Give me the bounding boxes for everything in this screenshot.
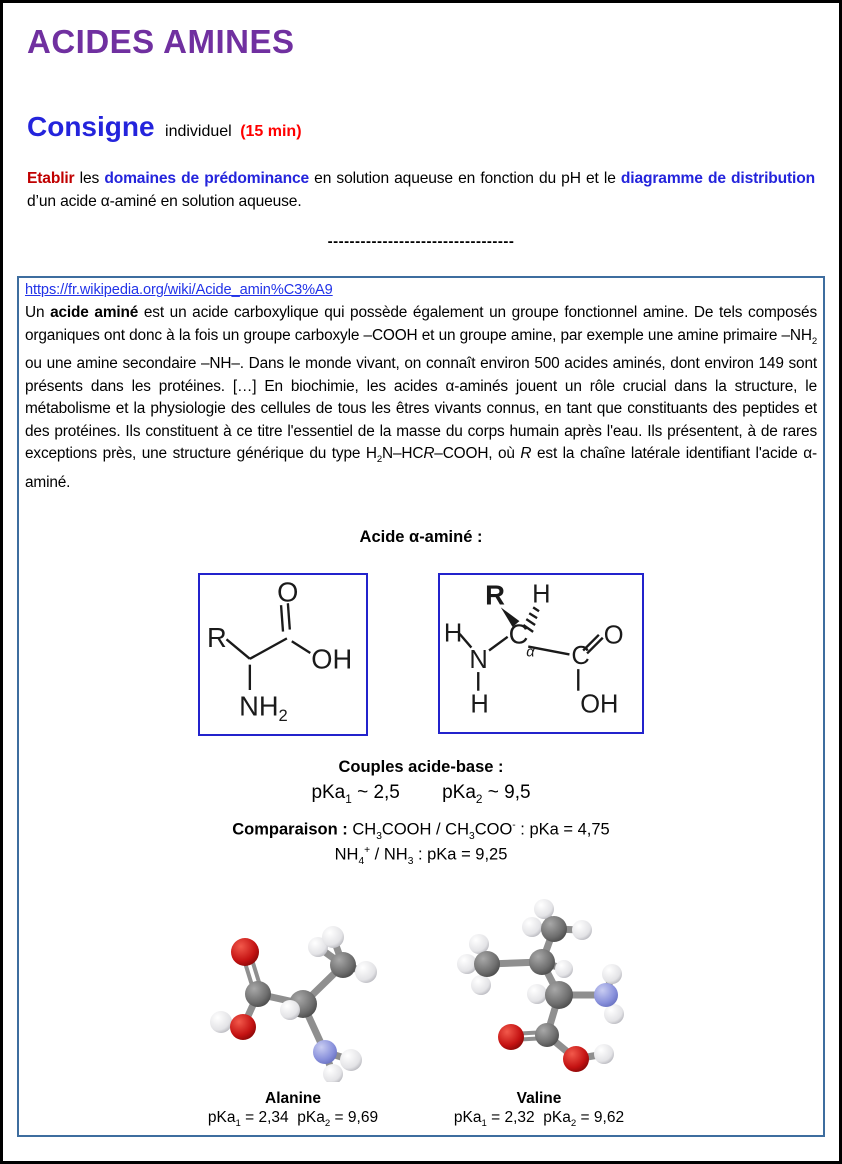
couples-heading: Couples acide-base :: [338, 758, 504, 777]
valine-card: [429, 897, 649, 1129]
structure-diagrams-row: [25, 573, 817, 736]
structure-heading: Acide α-aminé :: [359, 528, 483, 547]
molecule-name: Valine: [516, 1089, 562, 1107]
hydrogen-bottom-label: H: [470, 690, 489, 719]
molecule-pka-values: pKa$_1$ = 2,32 pKa$_2$ = 9,62: [453, 1108, 625, 1129]
comparison-line-2: $NH_4^+ / NH_3$ : pKa = 9,25: [334, 844, 508, 867]
r-group-label: R: [206, 622, 227, 654]
consigne-heading: Consigne: [27, 111, 155, 142]
r-group-label: R: [485, 579, 505, 611]
molecule-pka-values: pKa$_1$ = 2,34 pKa$_2$ = 9,69: [207, 1108, 379, 1129]
alpha-amino-acid-explicit-diagram: [440, 575, 642, 727]
hydroxyl-label: OH: [580, 690, 619, 719]
wikipedia-paragraph: Un acide aminé est un acide carboxylique qui possède également un groupe fonctionnel amine. De tels composés organiques ont donc à la fois un groupe carboxyle –COOH et un groupe amine, par exemple une amine primaire $-NH_2$ ou une amine secondaire –NH–. Dans le monde vivant, on connaît environ 500 acides aminés, dont environ 149 sont présents dans les protéines. […] En biochimie, les acides α-aminés jouent un rôle crucial dans la structure, le métabolisme et la physiologie des cellules de tous les êtres vivants connus, en tant que constituants des peptides et des protéines. Ils constituent à ce titre l'essentiel de la masse du corps humain après l'eau. Ils présentent, à de rares exceptions près, une structure générique du type $H_2N-HCR$–COOH, où R est la chaîne latérale identifiant l'acide α-aminé.: [25, 304, 817, 491]
alpha-carbon-label: C: [508, 618, 529, 650]
carboxyl-carbon-label: C: [571, 642, 590, 671]
comparison-line-1: Comparaison : $CH_3COOH / CH_3COO^-$ : pKa = 4,75: [232, 819, 610, 842]
skeletal-formula-frame: [198, 573, 368, 736]
oxygen-label: O: [277, 576, 299, 608]
consigne-mode-label: individuel: [165, 123, 232, 140]
alanine-card: [193, 897, 393, 1129]
oxygen-label: O: [603, 621, 624, 650]
hydroxyl-label: OH: [311, 643, 353, 675]
wikipedia-link[interactable]: https://fr.wikipedia.org/wiki/Acide_amin%C3%A9: [25, 282, 333, 298]
task-paragraph: Etablir les domaines de prédominance en solution aqueuse en fonction du pH et le diagramme de distribution d’un acide α-aminé en solution aqueuse.: [27, 170, 815, 210]
consigne-duration-label: (15 min): [240, 123, 302, 140]
amine-group-label: $NH_2$: [239, 690, 288, 726]
hydrogen-left-label: H: [443, 619, 463, 648]
alpha-amino-acid-skeletal-diagram: [200, 575, 366, 729]
consigne-row: [27, 111, 815, 143]
dashed-divider: ----------------------------------: [327, 233, 515, 250]
alanine-3d-model: [193, 897, 393, 1082]
page-content: [3, 3, 839, 1137]
page-title: ACIDES AMINES: [27, 23, 295, 60]
pka-values-line: pKa$_1$ ~ 2,5 pKa$_2$ ~ 9,5: [311, 782, 531, 806]
valine-3d-model: [429, 897, 649, 1082]
alpha-subscript-label: α: [526, 644, 535, 661]
nitrogen-label: N: [469, 646, 488, 675]
molecule-models-row: [25, 897, 817, 1129]
hydrogen-top-label: H: [532, 580, 551, 609]
explicit-formula-frame: [438, 573, 644, 734]
molecule-name: Alanine: [265, 1089, 321, 1107]
info-box: [17, 276, 825, 1137]
